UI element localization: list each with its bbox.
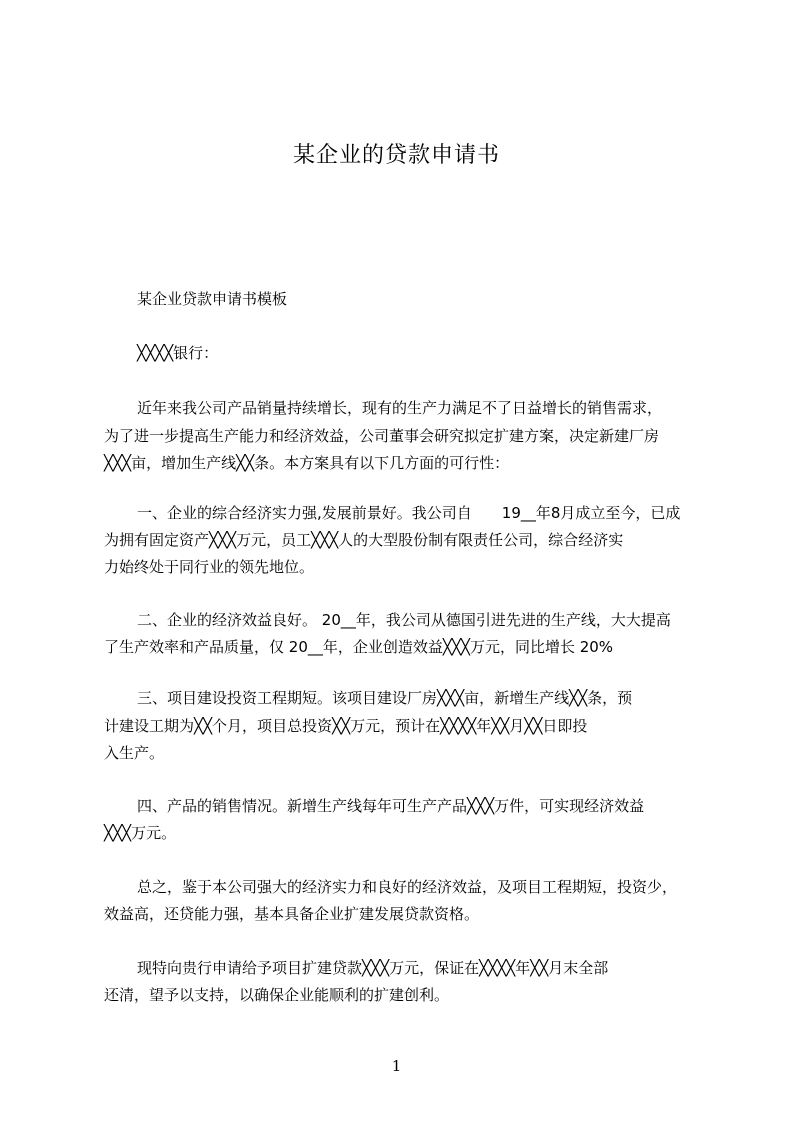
page-number: 1 [391,1057,402,1075]
paragraph-1-line-2: 为了进一步提高生产能力和经济效益，公司董事会研究拟定扩建方案，决定新建厂房 [104,427,660,445]
document-title: 某企业的贷款申请书 [292,143,500,168]
document-subtitle: 某企业贷款申请书模板 [137,290,288,308]
paragraph-4-line-1: 三、项目建设投资工程期短。该项目建设厂房╳╳╳亩，新增生产线╳╳条，预 [137,689,633,707]
paragraph-3-line-2: 了生产效率和产品质量，仅 20__年，企业创造效益╳╳╳万元，同比增长 20% [104,638,614,656]
paragraph-5-line-1: 四、产品的销售情况。新增生产线每年可生产产品╳╳╳万件，可实现经济效益 [137,797,645,815]
salutation: ╳╳╳╳银行： [137,344,219,362]
paragraph-6-line-2: 效益高，还贷能力强，基本具备企业扩建发展贷款资格。 [104,905,480,923]
paragraph-2-line-1: 一、企业的综合经济实力强,发展前景好。我公司自 19__年8月成立至今，已成 [137,504,681,522]
paragraph-4-line-2: 计建设工期为╳╳个月，项目总投资╳╳万元，预计在╳╳╳╳年╳╳月╳╳日即投 [104,717,588,735]
paragraph-4-line-3: 入生产。 [104,744,165,762]
paragraph-2-line-2: 为拥有固定资产╳╳╳万元，员工╳╳╳人的大型股份制有限责任公司，综合经济实 [104,531,624,549]
paragraph-7-line-1: 现特向贵行申请给予项目扩建贷款╳╳╳万元，保证在╳╳╳╳年╳╳月末全部 [137,959,609,977]
paragraph-6-line-1: 总之，鉴于本公司强大的经济实力和良好的经济效益，及项目工程期短，投资少， [137,878,678,896]
paragraph-7-line-2: 还清，望予以支持，以确保企业能顺利的扩建创利。 [104,986,450,1004]
paragraph-1-line-1: 近年来我公司产品销量持续增长，现有的生产力满足不了日益增长的销售需求， [137,399,663,417]
paragraph-3-line-1: 二、企业的经济效益良好。 20__年，我公司从德国引进先进的生产线，大大提高 [137,611,671,629]
paragraph-5-line-2: ╳╳╳万元。 [104,824,177,842]
paragraph-1-line-3: ╳╳╳亩，增加生产线╳╳条。本方案具有以下几方面的可行性： [104,454,510,472]
paragraph-2-line-3: 力始终处于同行业的领先地位。 [104,558,315,576]
